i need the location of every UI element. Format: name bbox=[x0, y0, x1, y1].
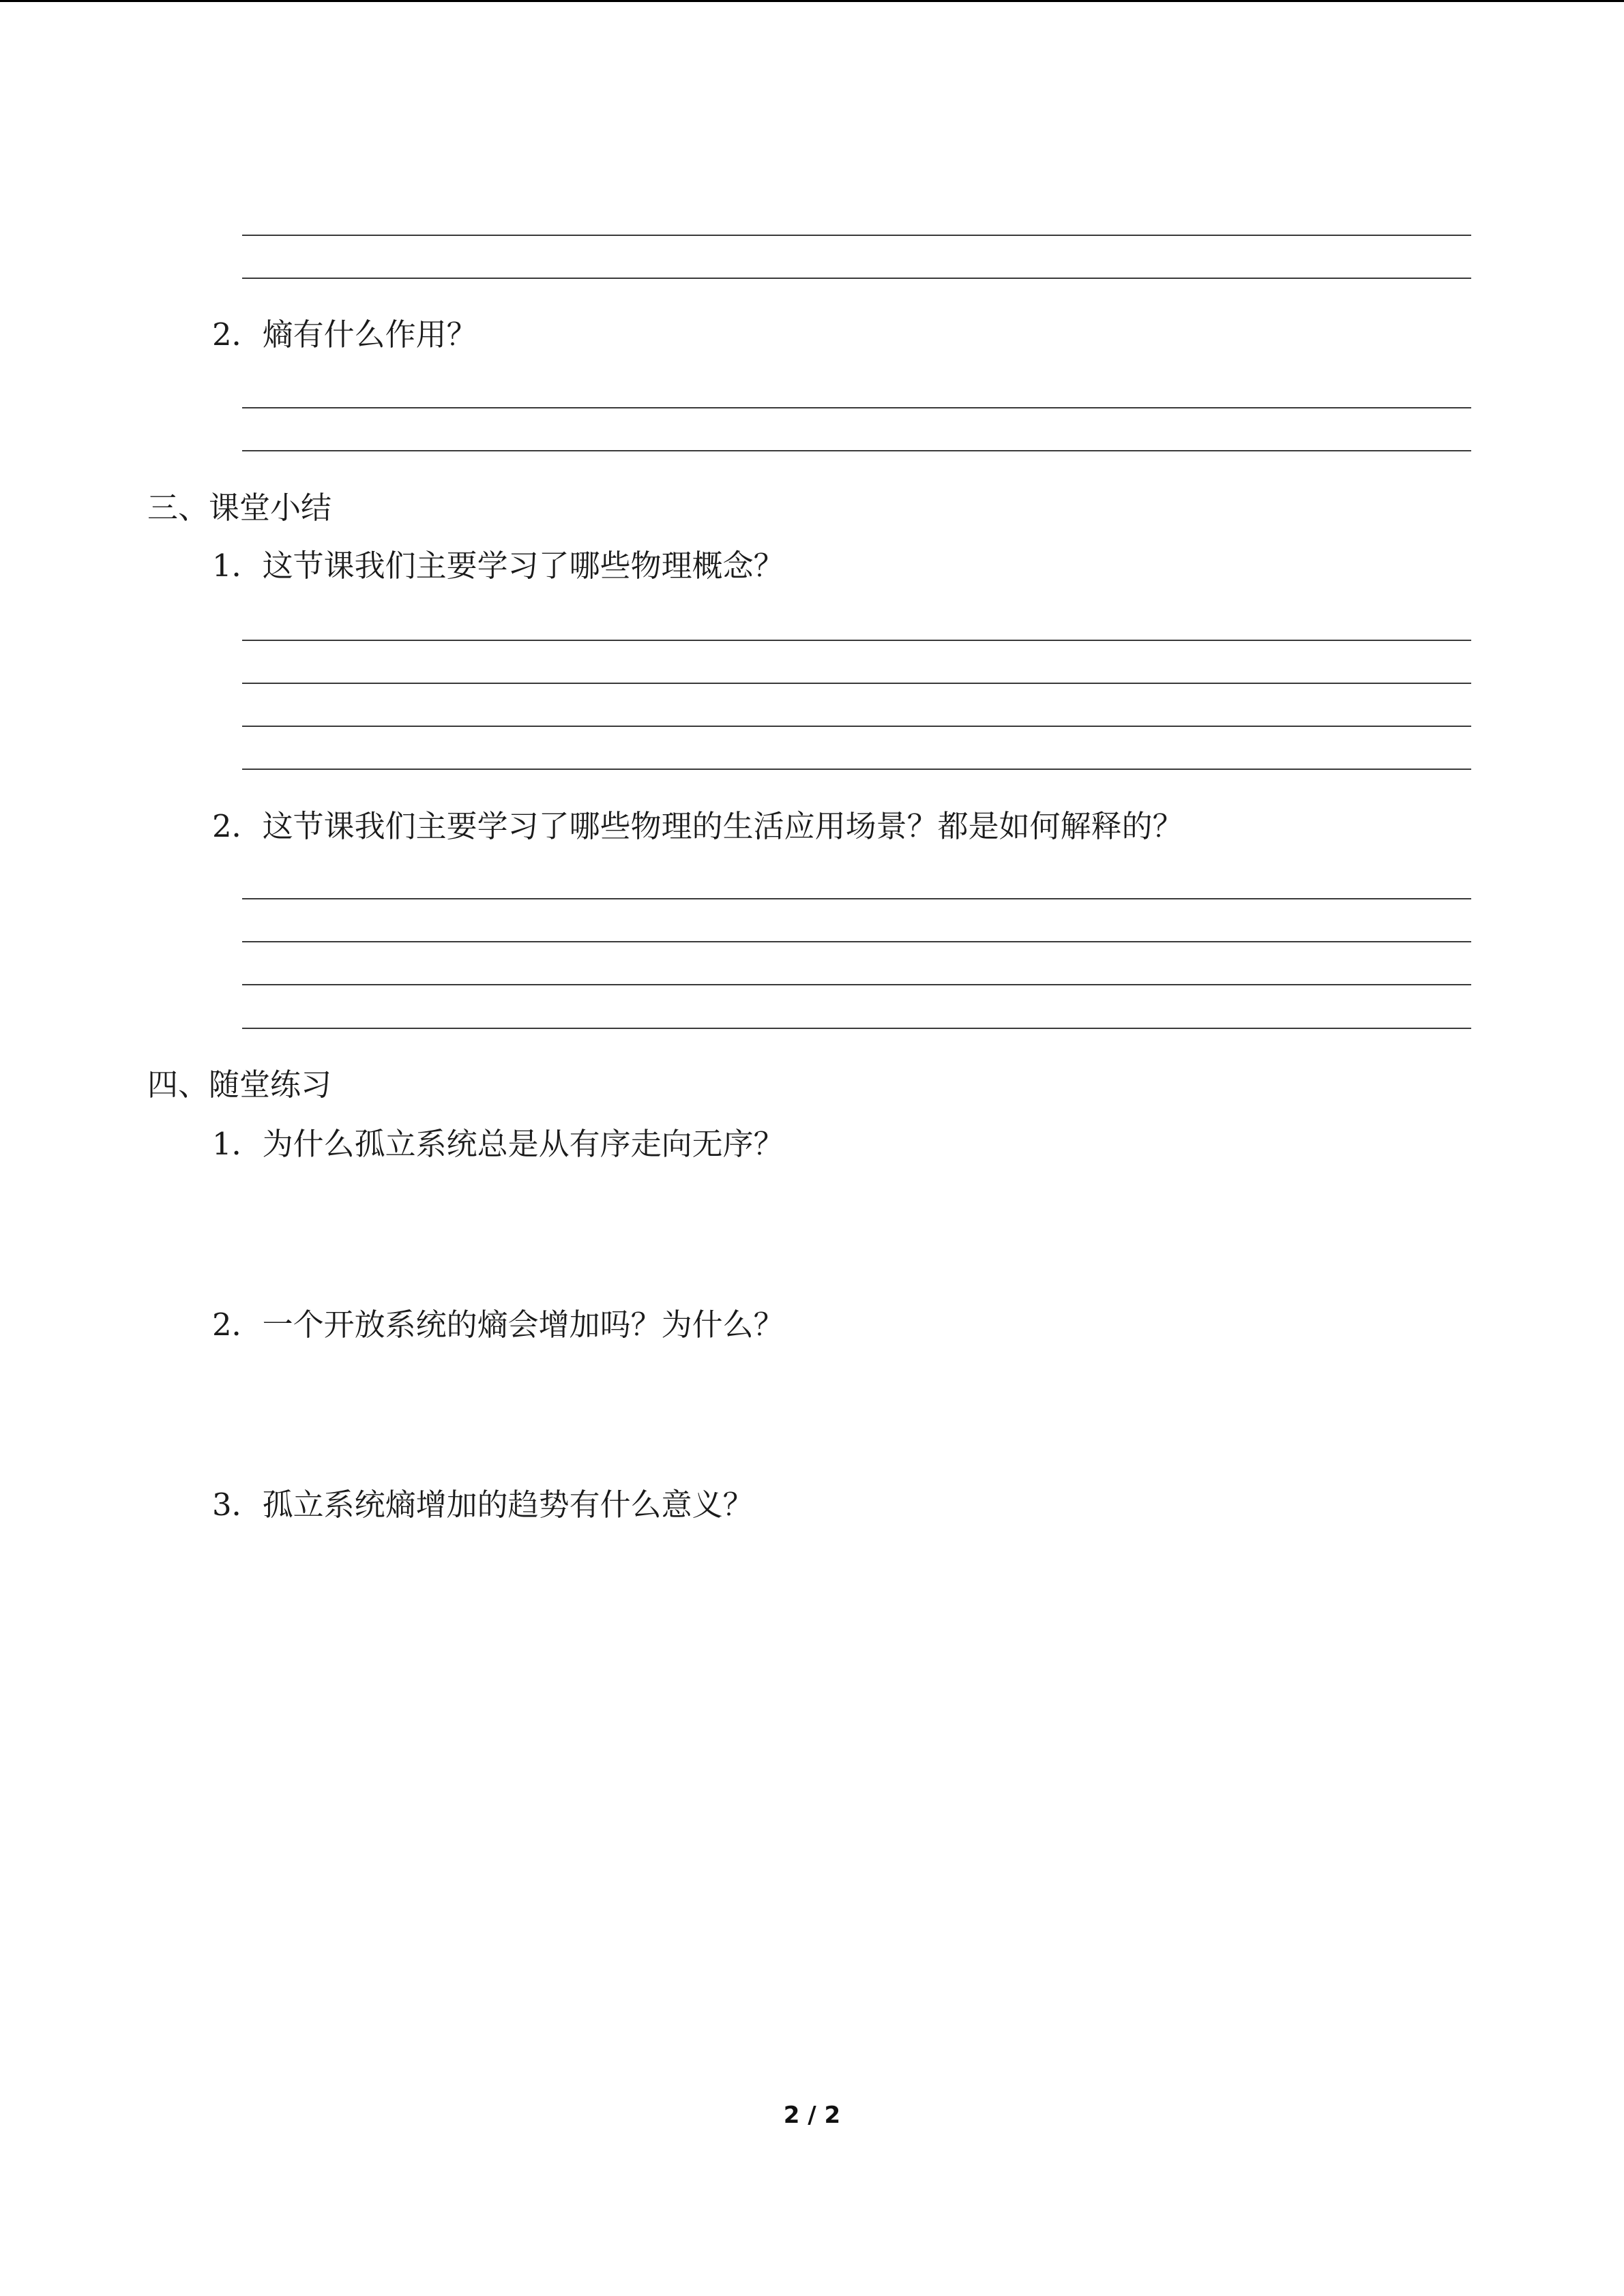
answer-line bbox=[242, 941, 1471, 942]
answer-line bbox=[242, 726, 1471, 727]
question-physics-concepts: 1．这节课我们主要学习了哪些物理概念？ bbox=[212, 548, 784, 584]
answer-line bbox=[242, 984, 1471, 985]
top-border bbox=[0, 0, 1624, 2]
question-open-system-entropy: 2．一个开放系统的熵会增加吗？为什么？ bbox=[212, 1307, 784, 1343]
answer-line bbox=[242, 235, 1471, 236]
answer-line bbox=[242, 450, 1471, 451]
answer-line bbox=[242, 278, 1471, 279]
answer-line bbox=[242, 640, 1471, 641]
question-entropy-role: 2．熵有什么作用？ bbox=[212, 316, 477, 353]
answer-line bbox=[242, 407, 1471, 408]
answer-line bbox=[242, 683, 1471, 684]
question-order-to-disorder: 1．为什么孤立系统总是从有序走向无序？ bbox=[212, 1126, 784, 1162]
answer-line bbox=[242, 1028, 1471, 1029]
section-heading-summary: 三、课堂小结 bbox=[147, 490, 332, 526]
answer-line bbox=[242, 769, 1471, 770]
question-entropy-trend-meaning: 3．孤立系统熵增加的趋势有什么意义？ bbox=[212, 1487, 754, 1523]
answer-line bbox=[242, 898, 1471, 899]
section-heading-practice: 四、随堂练习 bbox=[147, 1067, 332, 1103]
page-number: 2 / 2 bbox=[783, 2102, 841, 2129]
question-application-scenes: 2．这节课我们主要学习了哪些物理的生活应用场景？都是如何解释的？ bbox=[212, 808, 1183, 844]
